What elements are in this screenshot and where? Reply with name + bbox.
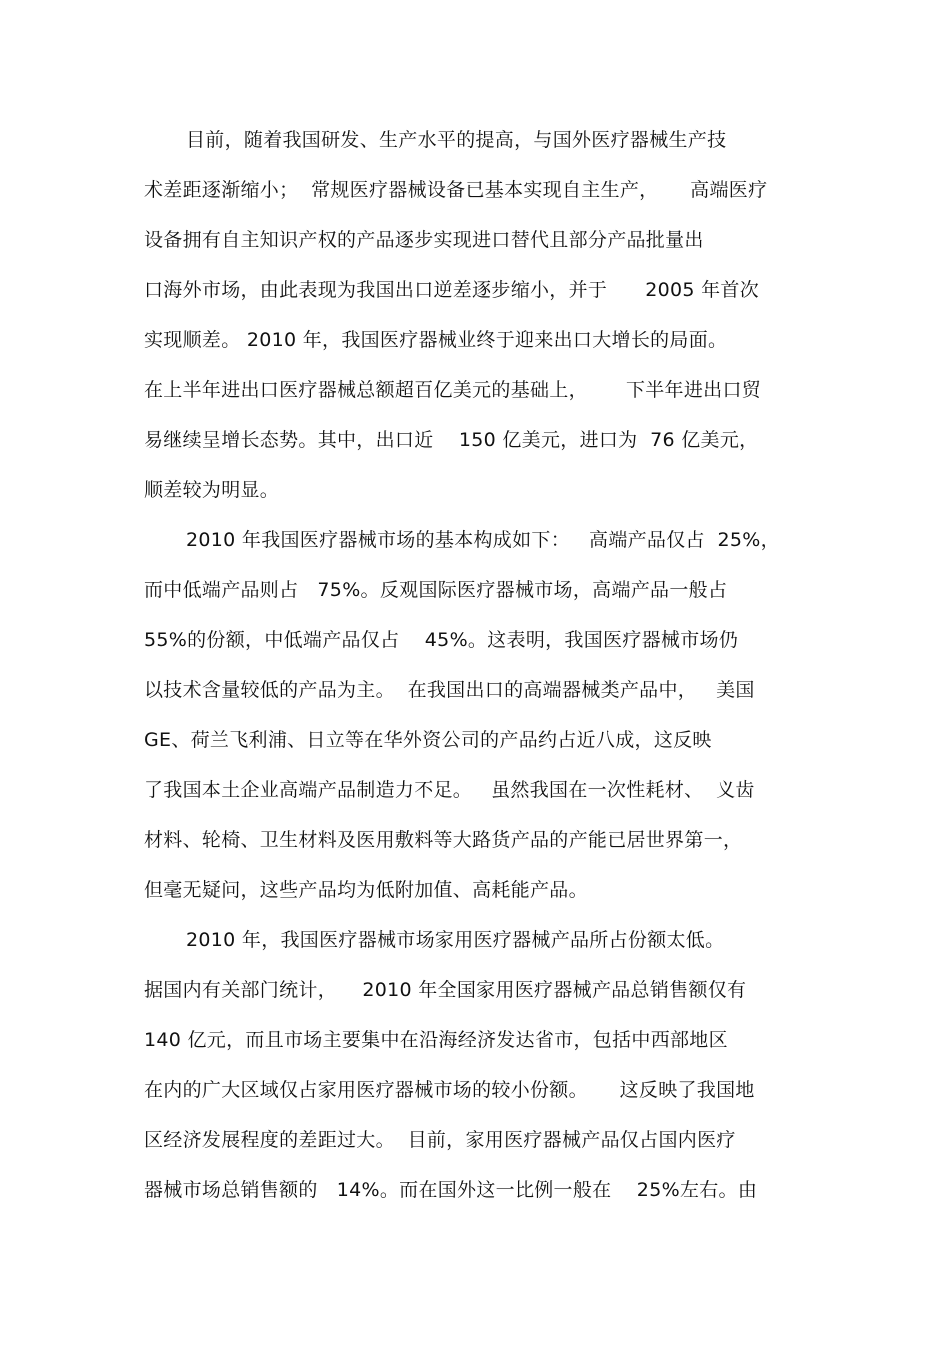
- paragraph-1-line-3: 设备拥有自主知识产权的产品逐步实现进口替代且部分产品批量出: [144, 229, 704, 251]
- paragraph-3-line-2: 据国内有关部门统计， 2010 年全国家用医疗器械产品总销售额仅有: [144, 979, 747, 1001]
- paragraph-2-line-3: 55%的份额，中低端产品仅占 45%。这表明，我国医疗器械市场仍: [144, 629, 739, 651]
- paragraph-1-line-8: 顺差较为明显。: [144, 479, 280, 501]
- paragraph-2-line-7: 材料、轮椅、卫生材料及医用敷料等大路货产品的产能已居世界第一，: [144, 829, 743, 851]
- paragraph-2-line-1: 2010 年我国医疗器械市场的基本构成如下： 高端产品仅占 25%，: [186, 529, 780, 551]
- paragraph-3-line-3: 140 亿元，而且市场主要集中在沿海经济发达省市，包括中西部地区: [144, 1029, 728, 1051]
- paragraph-1-line-7: 易继续呈增长态势。其中，出口近 150 亿美元，进口为 76 亿美元，: [144, 429, 759, 451]
- paragraph-3-line-5: 区经济发展程度的差距过大。 目前，家用医疗器械产品仅占国内医疗: [144, 1129, 736, 1151]
- paragraph-2-line-2: 而中低端产品则占 75%。反观国际医疗器械市场，高端产品一般占: [144, 579, 728, 601]
- paragraph-2-line-6: 了我国本土企业高端产品制造力不足。 虽然我国在一次性耗材、 义齿: [144, 779, 755, 801]
- paragraph-1-line-6: 在上半年进出口医疗器械总额超百亿美元的基础上， 下半年进出口贸: [144, 379, 762, 401]
- paragraph-3-line-6: 器械市场总销售额的 14%。而在国外这一比例一般在 25%左右。由: [144, 1179, 758, 1201]
- paragraph-1-line-1: 目前，随着我国研发、生产水平的提高，与国外医疗器械生产技: [186, 129, 727, 151]
- paragraph-2-line-5: GE、荷兰飞利浦、日立等在华外资公司的产品约占近八成，这反映: [144, 729, 712, 751]
- paragraph-1-line-5: 实现顺差。 2010 年，我国医疗器械业终于迎来出口大增长的局面。: [144, 329, 728, 351]
- paragraph-3-line-4: 在内的广大区域仅占家用医疗器械市场的较小份额。 这反映了我国地: [144, 1079, 755, 1101]
- paragraph-2-line-8: 但毫无疑问，这些产品均为低附加值、高耗能产品。: [144, 879, 588, 901]
- paragraph-1-line-2: 术差距逐渐缩小； 常规医疗器械设备已基本实现自主生产， 高端医疗: [144, 179, 768, 201]
- paragraph-3-line-1: 2010 年，我国医疗器械市场家用医疗器械产品所占份额太低。: [186, 929, 725, 951]
- paragraph-2-line-4: 以技术含量较低的产品为主。 在我国出口的高端器械类产品中， 美国: [144, 679, 755, 701]
- paragraph-1-line-4: 口海外市场，由此表现为我国出口逆差逐步缩小，并于 2005 年首次: [144, 279, 760, 301]
